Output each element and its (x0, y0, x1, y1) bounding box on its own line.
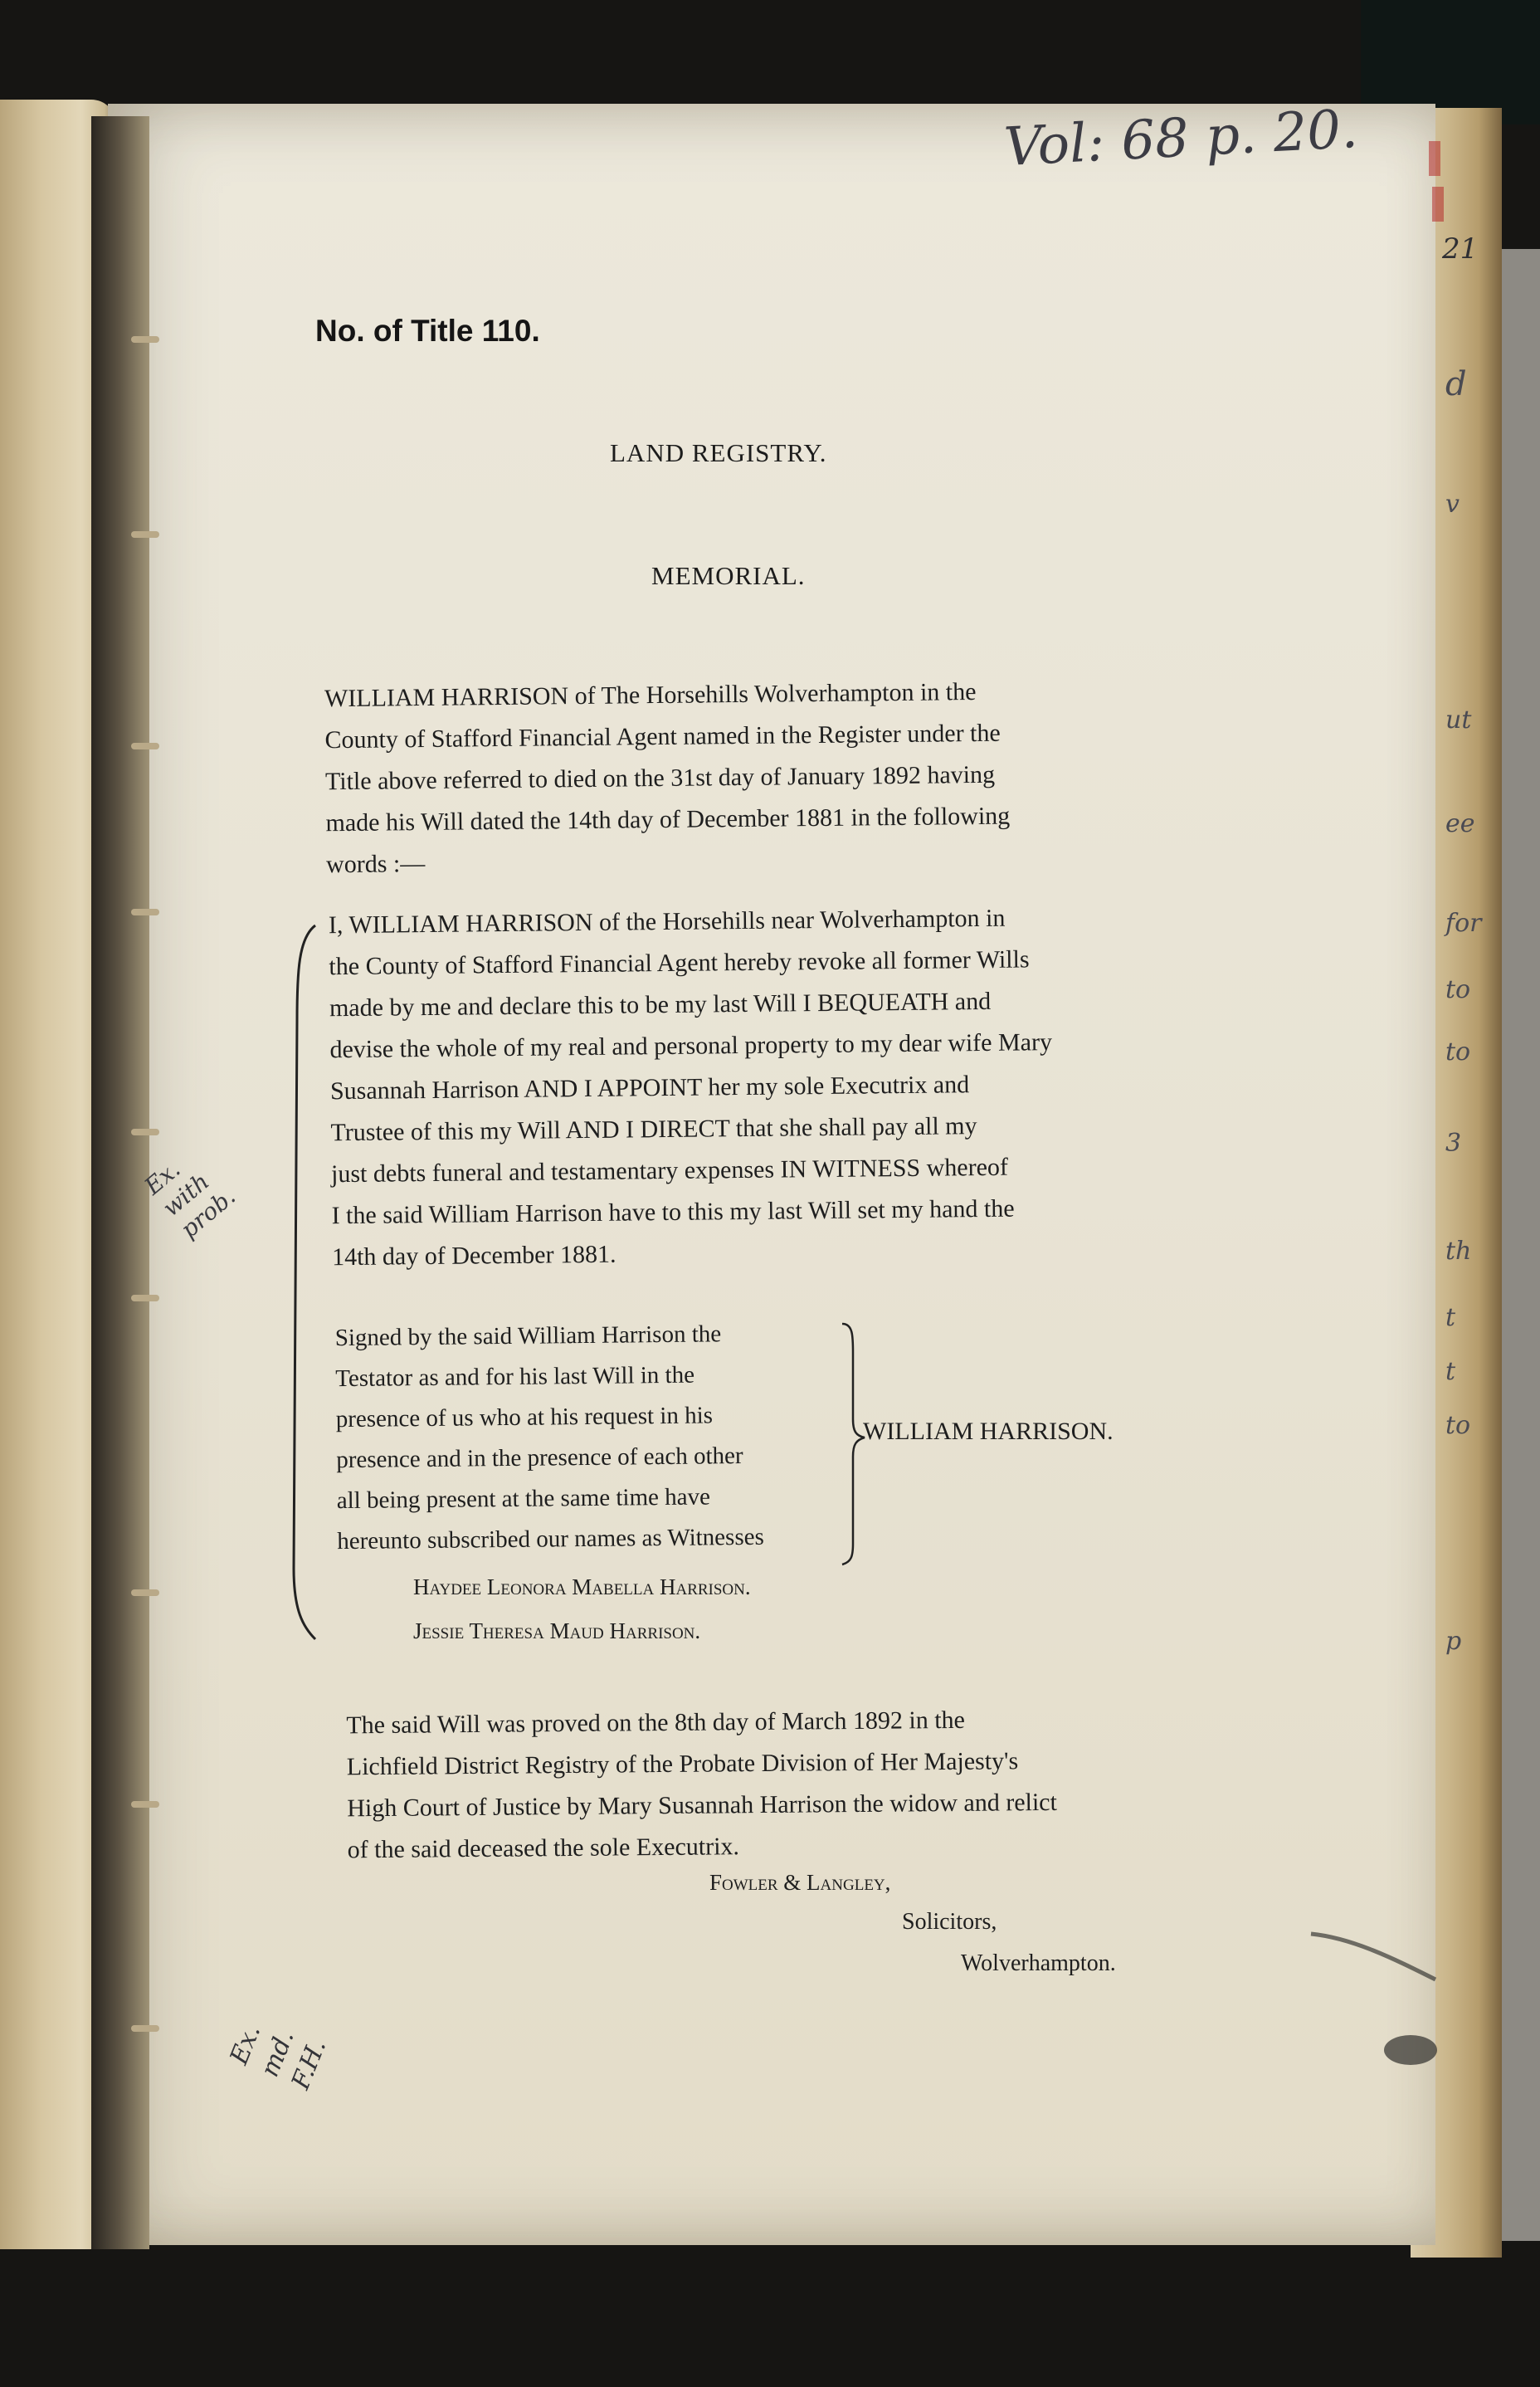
volume-annotation: Vol: 68 p. 20. (1002, 98, 1360, 179)
attestation-line: presence of us who at his request in his (335, 1402, 714, 1433)
edge-fragment: d (1445, 365, 1467, 403)
solicitor-title: Solicitors, (902, 1909, 997, 1935)
edge-fragment: t (1445, 1357, 1456, 1386)
edge-fragment: to (1445, 1037, 1471, 1067)
binding-stitch (131, 531, 159, 538)
probate-line: The said Will was proved on the 8th day of March 1892 in the (346, 1706, 966, 1740)
intro-line: WILLIAM HARRISON of The Horsehills Wolverhampton in the (324, 678, 977, 713)
testator-signature: WILLIAM HARRISON. (863, 1418, 1114, 1445)
will-line: devise the whole of my real and personal property to my dear wife Mary (329, 1028, 1053, 1064)
edge-fragment: to (1445, 975, 1471, 1004)
will-line: made by me and declare this to be my last Will I BEQUEATH and (329, 987, 992, 1023)
intro-paragraph (324, 670, 1157, 886)
probate-line: Lichfield District Registry of the Probate Division of Her Majesty's (346, 1747, 1019, 1781)
intro-line: words :— (325, 849, 426, 879)
edge-fragment: 3 (1445, 1129, 1462, 1158)
intro-line: Title above referred to died on the 31st day of January 1892 having (324, 760, 996, 796)
will-paragraph (329, 896, 1162, 1278)
binding-stitch (131, 1589, 159, 1596)
attestation-line: all being present at the same time have (336, 1483, 711, 1515)
margin-note: Ex. with prob. (139, 1154, 241, 1244)
will-line: 14th day of December 1881. (331, 1240, 616, 1272)
attestation-line: Testator as and for his last Will in the (335, 1361, 695, 1393)
bottom-margin-note: Ex. md. F.H. (224, 2020, 333, 2094)
will-line: the County of Stafford Financial Agent hereby revoke all former Wills (329, 945, 1030, 981)
edge-fragment: v (1445, 490, 1460, 519)
attestation-line: hereunto subscribed our names as Witnesses (337, 1523, 764, 1555)
binding-stitch (131, 909, 159, 915)
edge-fragment: for (1445, 909, 1482, 938)
will-line: just debts funeral and testamentary expenses IN WITNESS whereof (330, 1153, 1009, 1189)
will-line: I, WILLIAM HARRISON of the Horsehills near Wolverhampton in (328, 904, 1006, 940)
binding-stitch (131, 2025, 159, 2032)
witness-name: Haydee Leonora Mabella Harrison. (413, 1574, 751, 1599)
edge-page-number: 21 (1442, 232, 1479, 266)
red-marker-tab (1432, 187, 1444, 222)
probate-line: High Court of Justice by Mary Susannah Harrison the widow and relict (347, 1788, 1058, 1823)
edge-fragment: p (1445, 1627, 1462, 1656)
edge-fragment: ut (1445, 705, 1472, 735)
probate-paragraph (346, 1698, 1174, 1872)
binding-stitch (131, 1129, 159, 1135)
heading-memorial: MEMORIAL. (651, 561, 806, 590)
will-bracket (282, 921, 332, 1643)
will-line: Susannah Harrison AND I APPOINT her my sole Executrix and (329, 1071, 970, 1106)
probate-line: of the said deceased the sole Executrix. (347, 1833, 740, 1864)
title-number: No. of Title 110. (315, 314, 540, 348)
intro-line: County of Stafford Financial Agent named in the Register under the (324, 719, 1001, 754)
intro-line: made his Will dated the 14th day of December 1881 in the following (325, 802, 1011, 837)
witness-name: Jessie Theresa Maud Harrison. (413, 1618, 701, 1643)
binding-stitch (131, 336, 159, 343)
edge-fragment: t (1445, 1303, 1456, 1332)
binding-stitch (131, 1801, 159, 1808)
edge-fragment: ee (1445, 809, 1475, 838)
binding-stitch (131, 743, 159, 749)
heading-land-registry: LAND REGISTRY. (610, 438, 827, 467)
book-gutter (91, 116, 149, 2249)
will-line: Trustee of this my Will AND I DIRECT that she shall pay all my (330, 1112, 977, 1147)
solicitor-firm: Fowler & Langley, (709, 1870, 891, 1895)
attestation-line: Signed by the said William Harrison the (334, 1320, 722, 1352)
attestation-clause (334, 1313, 839, 1562)
red-marker-tab (1429, 141, 1440, 176)
ink-smudge (1303, 1909, 1452, 2075)
solicitor-place: Wolverhampton. (961, 1950, 1116, 1976)
will-line: I the said William Harrison have to this my last Will set my hand the (331, 1194, 1015, 1230)
edge-fragment: th (1445, 1237, 1472, 1266)
binding-stitch (131, 1295, 159, 1301)
edge-fragment: to (1445, 1411, 1471, 1440)
attestation-line: presence and in the presence of each other (336, 1442, 743, 1474)
